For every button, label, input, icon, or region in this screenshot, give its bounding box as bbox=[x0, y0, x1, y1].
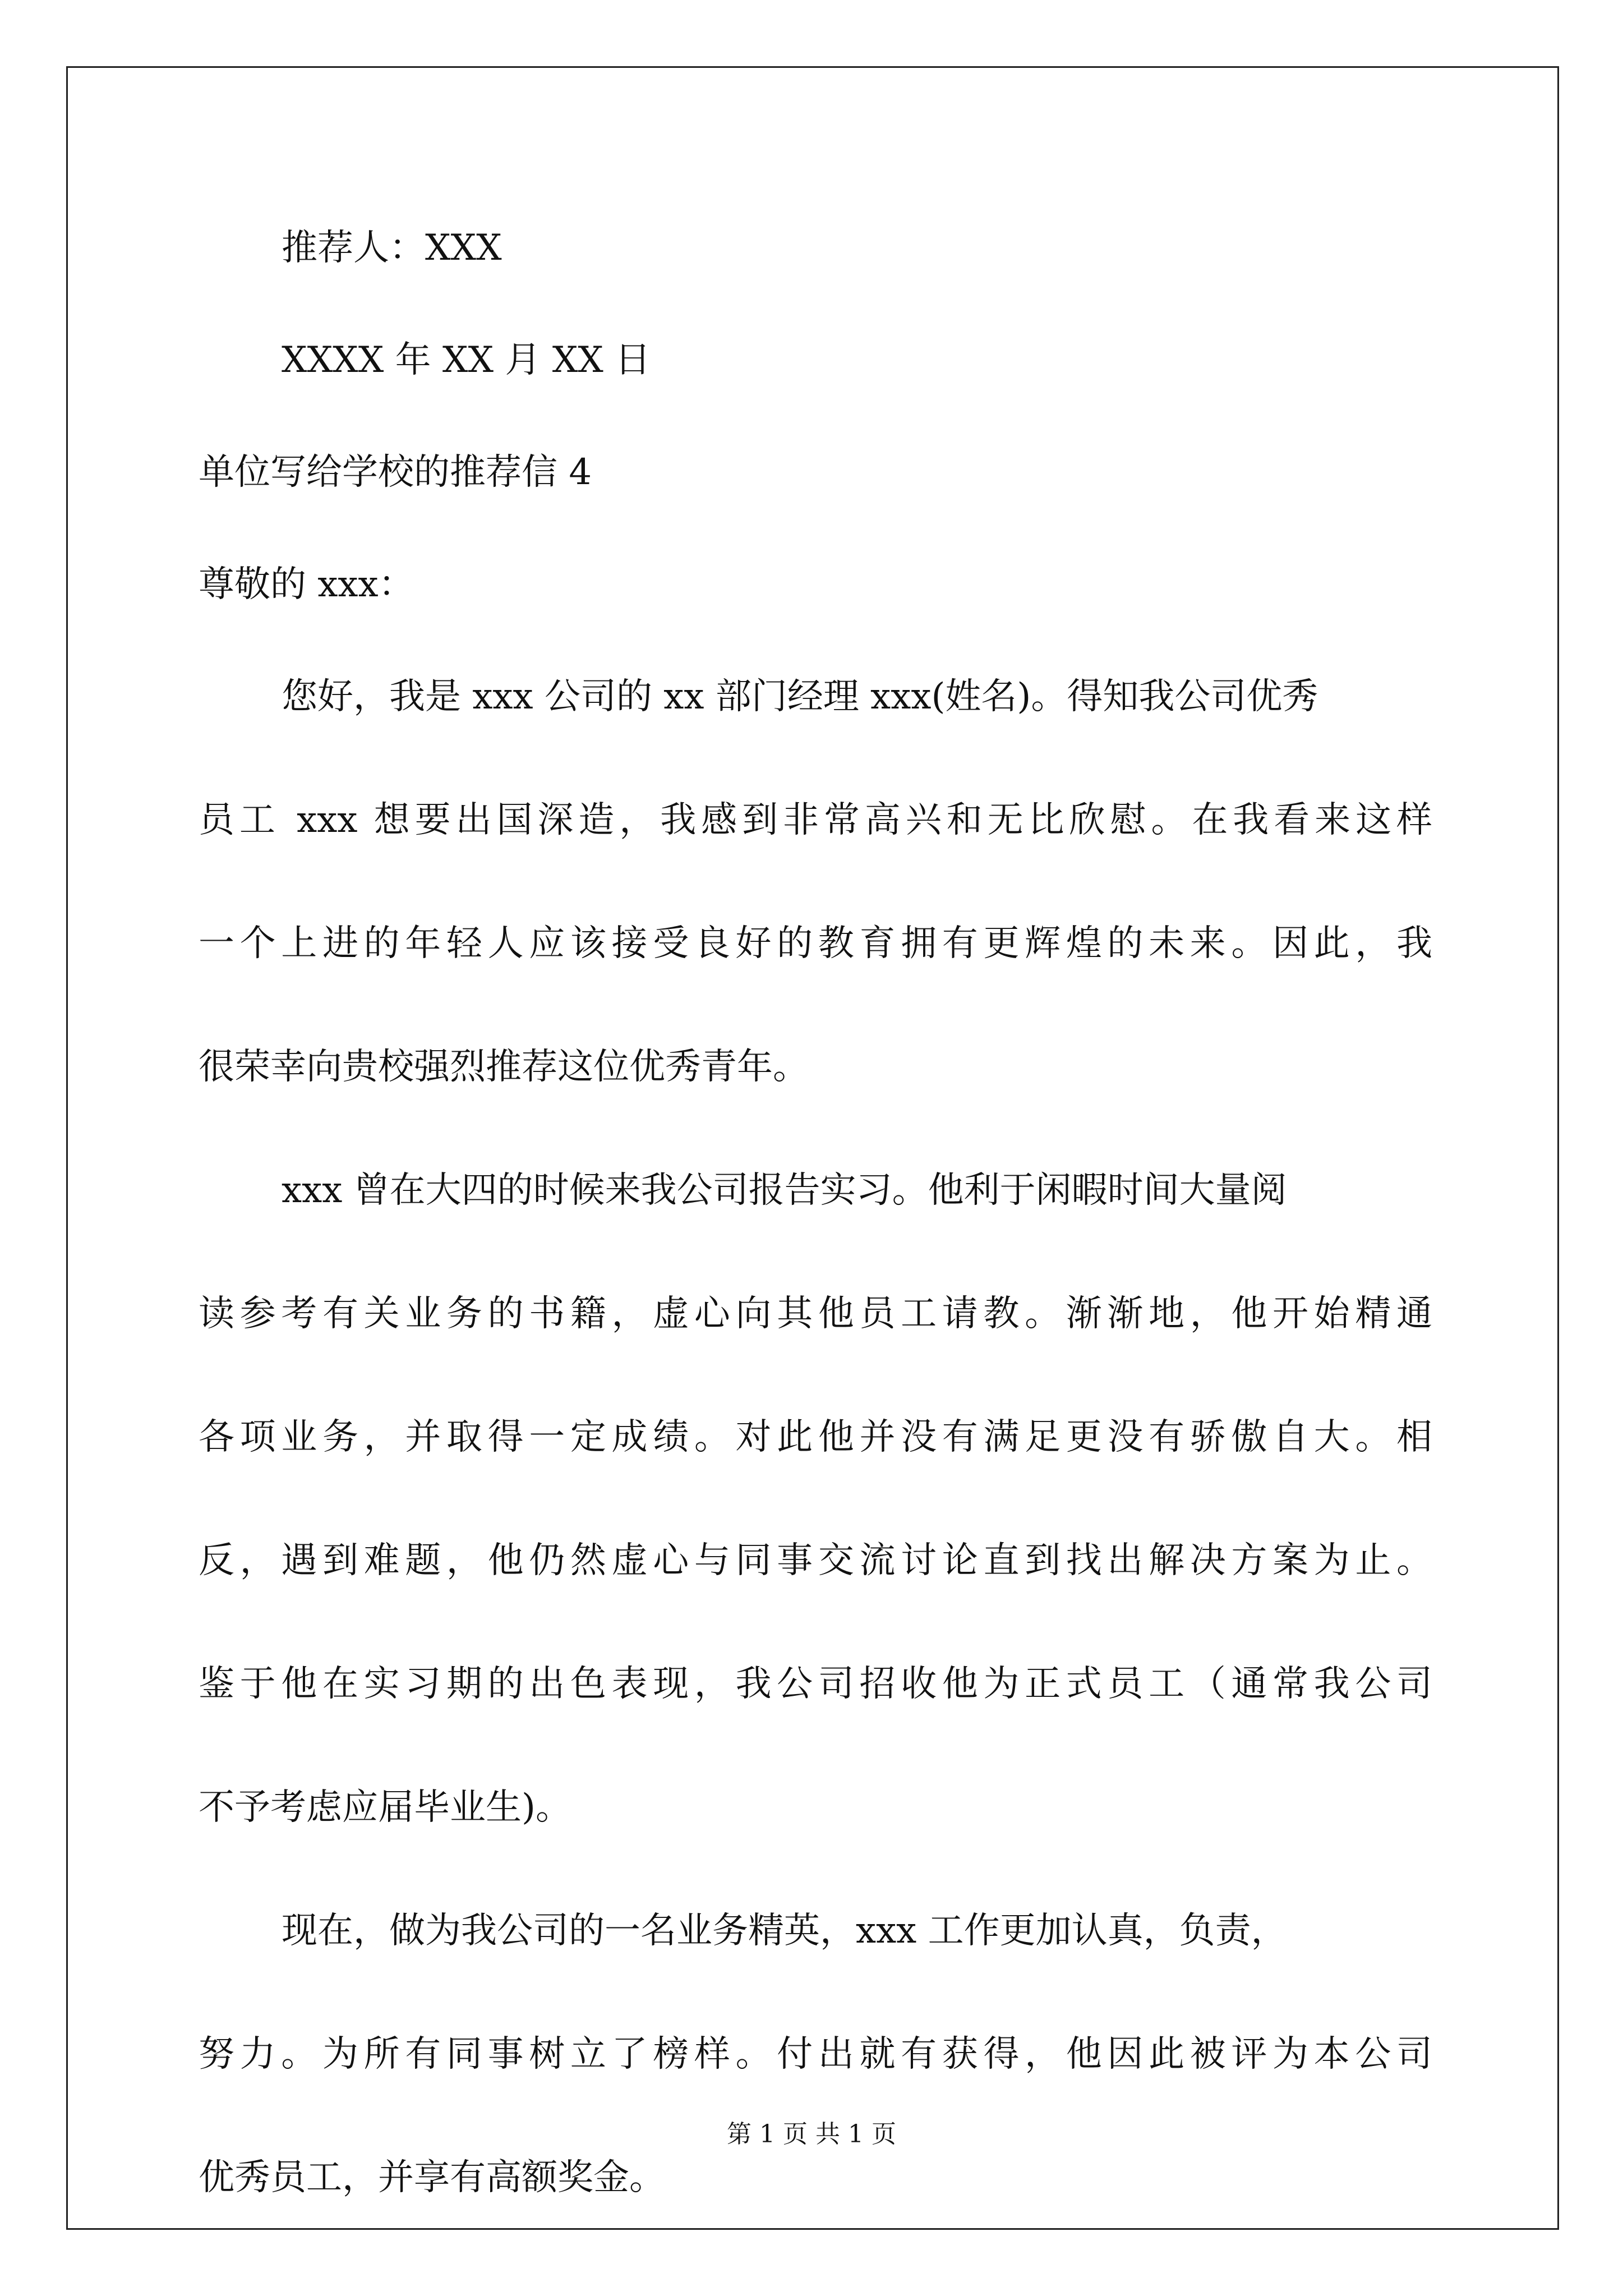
paragraph-2-line-1: xxx 曾在大四的时候来我公司报告实习。他利于闲暇时间大量阅 bbox=[282, 1170, 1287, 1211]
paragraph-3-line-3: 优秀员工，并享有高额奖金。 bbox=[199, 2157, 665, 2198]
page-border bbox=[66, 66, 1559, 2230]
paragraph-2-line-6: 不予考虑应届毕业生)。 bbox=[199, 1787, 571, 1828]
page-footer: 第 1 页 共 1 页 bbox=[727, 2120, 896, 2148]
paragraph-2-line-4: 反，遇到难题，他仍然虚心与同事交流讨论直到找出解决方案为止。 bbox=[199, 1540, 1432, 1581]
referrer-line: 推荐人：XXX bbox=[282, 227, 502, 269]
paragraph-2-line-3: 各项业务，并取得一定成绩。对此他并没有满足更没有骄傲自大。相 bbox=[199, 1416, 1432, 1458]
paragraph-1-line-2: 员工 xxx 想要出国深造，我感到非常高兴和无比欣慰。在我看来这样 bbox=[199, 799, 1432, 841]
paragraph-1-line-1: 您好，我是 xxx 公司的 xx 部门经理 xxx(姓名)。得知我公司优秀 bbox=[282, 676, 1318, 717]
paragraph-2-line-2: 读参考有关业务的书籍，虚心向其他员工请教。渐渐地，他开始精通 bbox=[199, 1293, 1432, 1335]
date-line: XXXX 年 XX 月 XX 日 bbox=[282, 339, 651, 381]
paragraph-2-line-5: 鉴于他在实习期的出色表现，我公司招收他为正式员工（通常我公司 bbox=[199, 1663, 1432, 1705]
section-title: 单位写给学校的推荐信 4 bbox=[199, 452, 592, 493]
paragraph-3-line-2: 努力。为所有同事树立了榜样。付出就有获得，他因此被评为本公司 bbox=[199, 2033, 1432, 2075]
paragraph-1-line-3: 一个上进的年轻人应该接受良好的教育拥有更辉煌的未来。因此，我 bbox=[199, 923, 1432, 964]
salutation: 尊敬的 xxx： bbox=[199, 564, 414, 605]
paragraph-1-line-4: 很荣幸向贵校强烈推荐这位优秀青年。 bbox=[199, 1046, 809, 1088]
paragraph-3-line-1: 现在，做为我公司的一名业务精英，xxx 工作更加认真，负责， bbox=[282, 1910, 1287, 1952]
